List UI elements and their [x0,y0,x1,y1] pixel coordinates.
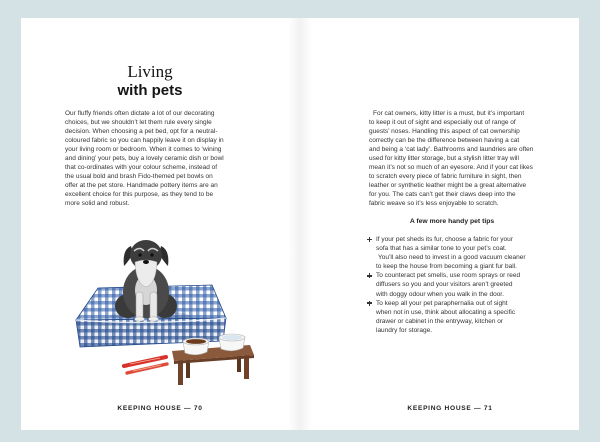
page-footer-left: KEEPING HOUSE — 70 [117,405,203,412]
text-line: for you. The cats can’t get their claws deep into the [369,191,516,198]
text-line: and dining’ your pets, buy a lovely ceramic dish or bowl [65,155,224,162]
text-line: Our fluffy friends often dictate a lot of our decorating [65,110,215,117]
text-line: guests’ noses. Handling this aspect of cat ownership [369,128,520,135]
text-line: mean it’s not so much of an eyesore. And if your cat likes [369,164,533,171]
text-line: more solid and robust. [65,200,130,207]
text-line: To counteract pet smells, use room sprays or reed [376,272,521,280]
text-line: to scratch every piece of fabric furniture in sight, then [369,173,522,180]
text-line: For cat owners, kitty litter is a must, but it’s important [373,110,525,117]
text-line: decision. When choosing a pet bed, opt for a neutral- [65,128,218,135]
text-line: and being a ‘cat lady’. Bathrooms and laundries are often [369,146,534,153]
text-line: offer at the pet store. Handmade pottery items are an [65,182,218,189]
text-line: sofa that has a similar tone to your pet’s coat. [376,245,507,253]
plus-bullet-icon [367,237,372,242]
text-line: correctly can be the difference between having a cat [369,137,520,144]
dog-treats [124,357,167,373]
text-line: diffusers so you and your visitors aren’t greeted [376,281,513,289]
text-line: coloured fabric so you can happily leave it on display in [65,137,224,144]
dog [115,240,177,321]
page-footer-right: KEEPING HOUSE — 71 [407,405,493,412]
list-item [367,235,552,271]
text-line: used for kitty litter storage, but a stylish litter tray will [369,155,519,162]
water-bowl [219,334,245,351]
text-line: that co-ordinates with your colour scheme, instead of [65,164,218,171]
text-line: laundry for storage. [376,326,433,334]
left-body-paragraph [65,109,224,208]
text-line: If your pet sheds its fur, choose a fabric for your [376,236,513,243]
plus-bullet-icon [367,301,372,306]
food-bowl [183,338,209,355]
list-item [367,299,552,335]
text-line: choices, but we shouldn’t let them rule every single [65,119,212,126]
text-line: your living room or bedroom. When it comes to ‘wining [65,146,222,153]
plus-bullet-icon [367,273,372,278]
text-line: You’ll also need to invest in a good vacuum cleaner [378,254,526,262]
text-line: to keep the house from becoming a giant fur ball. [376,263,517,271]
page-title-line2: with pets [117,82,183,99]
tips-list [367,235,552,335]
text-line: when not in use, think about allocating a specific [376,308,516,316]
text-line: to keep it out of sight and especially out of range of [369,119,516,126]
text-line: To keep all your pet paraphernalia out of sight [376,299,508,307]
text-line: fabric weave so it’s less enjoyable to scratch. [369,200,499,207]
text-line: the usual bold and brash Fido-themed pet bowls on [65,173,213,180]
tips-heading: A few more handy pet tips [409,218,495,225]
text-line: with doggy odour when you walk in the door. [376,290,504,298]
text-line: excellent choice for this purpose, as they tend to be [65,191,214,198]
list-item [367,271,552,298]
text-line: drawer or cabinet in the entryway, kitchen or [376,317,504,325]
page-title-line1: Living [127,62,173,81]
text-line: leather or synthetic leather might be a great alternative [369,182,527,189]
right-body-paragraph [369,109,533,208]
